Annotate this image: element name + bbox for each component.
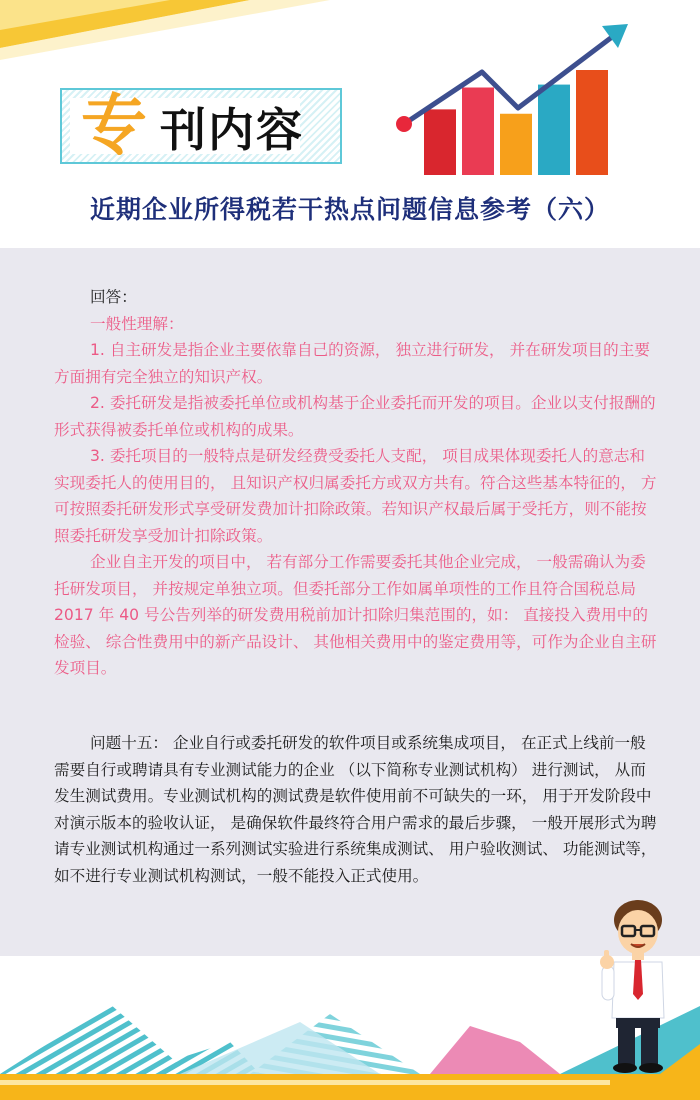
chart-icon-bar: [500, 114, 532, 175]
paragraph-self-rd: 1. 自主研发是指企业主要依靠自己的资源， 独立进行研发， 并在研发项目的主要方面拥有完全独立的知识产权。: [54, 341, 650, 386]
answer-section: [54, 284, 658, 682]
chart-icon-start-dot: [396, 116, 412, 132]
paragraph-entrusted-rd: 2. 委托研发是指被委托单位或机构基于企业委托而开发的项目。企业以支付报酬的形式获得被委托单位或机构的成果。: [54, 394, 656, 439]
banner-title-highlight: 专: [76, 87, 151, 164]
chart-icon-bar: [576, 70, 608, 175]
content-panel: [0, 248, 700, 956]
answer-label: 回答：: [90, 288, 137, 306]
chart-icon-bar: [424, 109, 456, 175]
chart-icon-bar: [462, 88, 494, 176]
header: [0, 0, 700, 248]
page-subtitle: 近期企业所得税若干热点问题信息参考（六）: [89, 195, 610, 224]
question-fifteen: 问题十五： 企业自行或委托研发的软件项目或系统集成项目， 在正式上线前一般需要自行或聘请具有专业测试能力的企业 （以下简称专业测试机构） 进行测试， 从而发生测试费用。专业测试机构的测试费是软件使用前不可缺失的一环， 用于开发阶段中对演示版本的验收认证， 是确保软件最终符合用户需求的最后步骤， 一般开展形式为聘请专业测试机构通过一系列测试实验进行系统集成测试、 用户验收测试、 功能测试等， 如不进行专业测试机构测试，一般不能投入正式使用。: [54, 734, 657, 885]
footer-decoration: [0, 956, 700, 1100]
chart-icon-bar: [538, 85, 570, 175]
understanding-label: 一般性理解：: [90, 314, 184, 333]
bar-chart-icon: [390, 20, 630, 180]
paragraph-entrusted-features: 3. 委托项目的一般特点是研发经费受委托人支配， 项目成果体现委托人的意志和实现委托人的使用目的， 且知识产权归属委托方或双方共有。符合这些基本特征的， 方可按照委托研发形式享受研发费加计扣除政策。若知识产权最后属于受托方，则不能按照委托研发享受加计扣除政策。: [54, 447, 657, 545]
cartoon-man-thumbs-up: [598, 896, 678, 1076]
footer-shapes: [0, 956, 700, 1100]
banner-title: 刊内容: [160, 103, 304, 157]
question-section: [54, 730, 658, 889]
paragraph-self-developed-projects: 企业自主开发的项目中， 若有部分工作需要委托其他企业完成， 一般需确认为委托研发项目， 并按规定单独立项。但委托部分工作如属单项性的工作且符合国税总局 2017 年 40 号公告列举的研发费用税前加计扣除归集范围的，如： 直接投入费用中的检验、 综合性费用中的新产品设计、 其他相关费用中的鉴定费用等，可作为企业自主研发项目。: [54, 553, 657, 677]
